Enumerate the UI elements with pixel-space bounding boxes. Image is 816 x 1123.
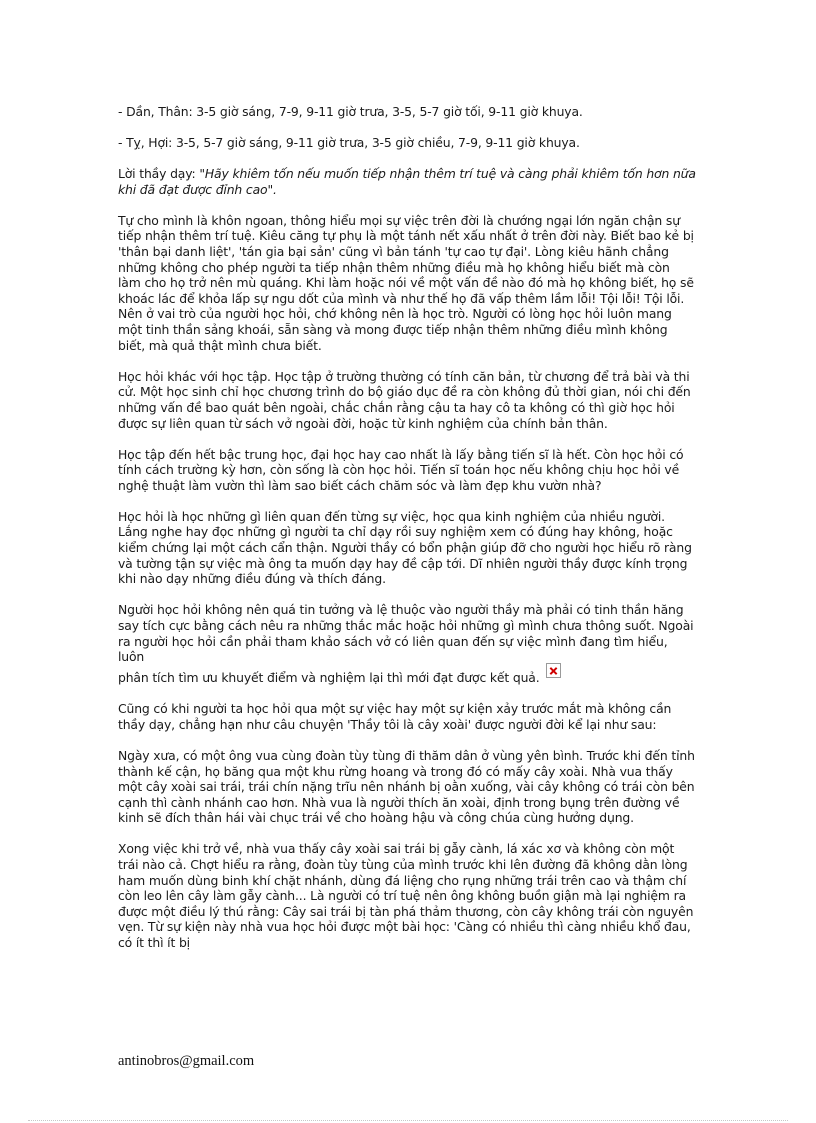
image-line (118, 663, 696, 686)
paragraph-learning-vs-study: Học hỏi khác với học tập. Học tập ở trường thường có tính căn bản, từ chương để trả bài và thi cử. Một học sinh chỉ học chương trình do bộ giáo dục đề ra còn không đủ thời gian, nói chi đến những vấn đề bao quát bên ngoài, chắc chắn rằng cậu ta hay cô ta không có thì giờ học hỏi được sự liên quan từ sách vở ngoài đời, hoặc từ kinh nghiệm của chính bản thân. (118, 368, 691, 431)
paragraph-mango-intro: Cũng có khi người ta học hỏi qua một sự việc hay một sự kiện xảy trước mắt mà không cần thầy dạy, chẳng hạn như câu chuyện 'Thầy tôi là cây xoài' được người đời kể lại như sau: (118, 701, 672, 732)
image-line-text: phân tích tìm ưu khuyết điểm và nghiệm lại thì mới đạt được kết quả. (118, 670, 540, 686)
quote-text: "Hãy khiêm tốn nếu muốn tiếp nhận thêm trí tuệ và càng phải khiêm tốn hơn nữa khi đã đạt được đỉnh cao". (118, 166, 696, 197)
quote-label: Lời thầy dạy: (118, 166, 200, 182)
paragraph-mango-lesson: Xong việc khi trở về, nhà vua thấy cây xoài sai trái bị gẫy cành, lá xác xơ và không còn một trái nào cả. Chợt hiểu ra rằng, đoàn tùy tùng của mình trước khi lên đường đã không dằn lòng ham muốn dùng binh khí chặt nhánh, dùng đá liệng cho rụng những trái trên cao và thậm chí còn leo lên cây làm gẫy cành... Là người có trí tuệ nên ông không buồn giận mà lại nghiệm ra được một điều lý thú rằng: Cây sai trái bị tàn phá thảm thương, còn cây không trái còn nguyên vẹn. Từ sự kiện này nhà vua học hỏi được một bài học: 'Càng có nhiều thì càng nhiều khổ đau, có ít thì ít bị (118, 841, 694, 950)
document-body (118, 104, 696, 966)
paragraph-pride: Tự cho mình là khôn ngoan, thông hiểu mọi sự việc trên đời là chướng ngại lớn ngăn chận sự tiếp nhận thêm trí tuệ. Kiêu căng tự phụ là một tánh nết xấu nhất ở trên đời này. Biết bao kẻ bị 'thân bại danh liệt', 'tán gia bại sản' cũng vì bản tánh 'tự cao tự đại'. Lòng kiêu hãnh chẳng những không cho phép người ta tiếp nhận thêm những điều mà họ không hiểu biết mà còn làm cho họ trở nên mù quáng. Khi làm hoặc nói về một vấn đề nào đó mà họ không biết, họ sẽ khoác lác để khỏa lấp sự ngu dốt của mình và như thế họ đã vấp thêm lầm lỗi! Tội lỗi! Tội lỗi. Nên ở vai trò của người học hỏi, chớ không nên là học trò. Người có lòng học hỏi luôn mang một tinh thần sảng khoái, sẵn sàng và mong được tiếp nhận thêm những điều mình không biết, mà quả thật mình chưa biết. (118, 212, 694, 353)
page-bottom-divider (28, 1120, 788, 1121)
paragraph-learning-experience: Học hỏi là học những gì liên quan đến từng sự việc, học qua kinh nghiệm của nhiều người. Lắng nghe hay đọc những gì người ta chỉ dạy rồi suy nghiệm xem có đúng hay không, hoặc kiểm chứng lại một cách cẩn thận. Người thầy có bổn phận giúp đỡ cho người học hiểu rõ ràng và tường tận sự việc mà ông ta muốn dạy hay đề cập tới. Dĩ nhiên người thầy được kính trọng khi nào dạy những điều đúng và thích đáng. (118, 508, 692, 587)
teacher-quote (118, 166, 696, 197)
paragraph-dan-than: - Dần, Thân: 3-5 giờ sáng, 7-9, 9-11 giờ trưa, 3-5, 5-7 giờ tối, 9-11 giờ khuya. (118, 104, 583, 119)
paragraph-lifelong-learning: Học tập đến hết bậc trung học, đại học hay cao nhất là lấy bằng tiến sĩ là hết. Còn học hỏi có tính cách trường kỳ hơn, còn sống là còn học hỏi. Tiến sĩ toán học nếu không chịu học hỏi về nghệ thuật làm vườn thì làm sao biết cách chăm sóc và làm đẹp khu vườn nhà? (118, 446, 684, 493)
footer-email: antinobros@gmail.com (118, 1053, 255, 1069)
broken-image-icon (546, 663, 561, 678)
paragraph-learner-attitude: Người học hỏi không nên quá tin tưởng và lệ thuộc vào người thầy mà phải có tinh thần hăng say tích cực bằng cách nêu ra những thắc mắc hoặc hỏi những gì mình chưa thông suốt. Ngoài ra người học hỏi cần phải tham khảo sách vở có liên quan đến sự việc mình đang tìm hiểu, luôn (118, 602, 694, 665)
paragraph-ty-hoi: - Tỵ, Hợi: 3-5, 5-7 giờ sáng, 9-11 giờ trưa, 3-5 giờ chiều, 7-9, 9-11 giờ khuya. (118, 135, 580, 151)
paragraph-mango-story: Ngày xưa, có một ông vua cùng đoàn tùy tùng đi thăm dân ở vùng yên bình. Trước khi đến tỉnh thành kế cận, họ băng qua một khu rừng hoang và trong đó có mấy cây xoài. Nhà vua thấy một cây xoài sai trái, trái chín nặng trĩu nên nhánh bị oằn xuống, vài cây không có trái còn bên cạnh thì cành nhánh cao hơn. Nhà vua là người thích ăn xoài, định trong bụng trên đường về kinh sẽ đích thân hái vài chục trái về cho hoàng hậu và công chúa cùng hưởng dụng. (118, 747, 695, 826)
